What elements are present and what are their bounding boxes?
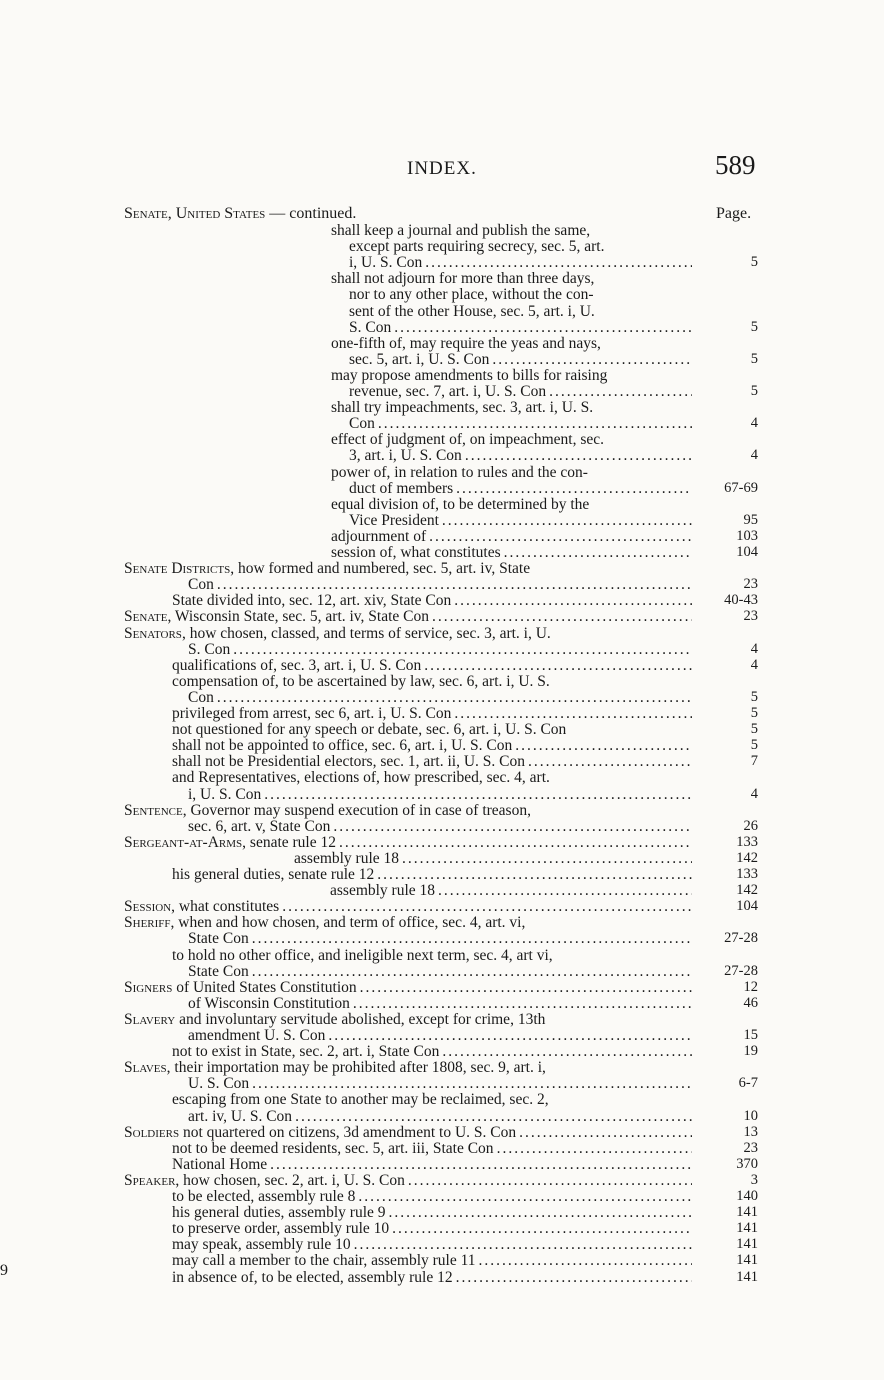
index-entry xyxy=(349,303,692,320)
index-entry xyxy=(349,383,692,400)
entry-text: National Home xyxy=(172,1155,268,1173)
entry-text: Senators, how chosen, classed, and terms of service, sec. 3, art. i, U. xyxy=(124,624,551,642)
heading-rest: — continued. xyxy=(265,205,357,222)
leader-dots xyxy=(479,1252,692,1269)
leader-dots xyxy=(252,1075,692,1092)
entry-page-ref: 104 xyxy=(736,898,758,915)
index-entry xyxy=(331,544,692,561)
index-entry xyxy=(294,850,692,867)
index-entry xyxy=(349,319,692,336)
index-entry xyxy=(349,512,692,529)
entry-heading: Signers xyxy=(124,978,173,996)
entry-page-ref: 67-69 xyxy=(724,479,758,496)
entry-text: Speaker, how chosen, sec. 2, art. i, U. S. Con xyxy=(124,1171,405,1189)
entry-text: shall not adjourn for more than three days, xyxy=(331,270,595,288)
entry-page-ref: 27-28 xyxy=(724,962,758,979)
index-entry xyxy=(172,1204,692,1221)
leader-dots xyxy=(456,1269,692,1286)
leader-dots xyxy=(425,254,692,271)
entry-heading: Session xyxy=(124,898,172,916)
entry-text: revenue, sec. 7, art. i, U. S. Con xyxy=(349,383,547,400)
index-entry xyxy=(349,286,692,303)
index-entry xyxy=(188,786,692,803)
entry-page-ref: 5 xyxy=(750,688,758,705)
index-entry xyxy=(188,689,692,706)
entry-text: assembly rule 18 xyxy=(294,849,400,867)
entry-text: Sentence, Governor may suspend execution of in case of treason, xyxy=(124,801,531,819)
entry-heading: Sergeant-at-Arms xyxy=(124,833,243,851)
index-entry xyxy=(331,528,692,545)
entry-page-ref: 3 xyxy=(750,1171,758,1188)
leader-dots xyxy=(454,592,692,609)
leader-dots xyxy=(515,737,692,754)
entry-page-ref: 6-7 xyxy=(738,1075,758,1092)
entry-text: in absence of, to be elected, assembly rule 12 xyxy=(172,1268,453,1286)
index-entry xyxy=(172,1156,692,1173)
entry-text: privileged from arrest, sec 6, art. i, U. S. Con xyxy=(172,705,452,722)
leader-dots xyxy=(360,979,692,996)
index-entry xyxy=(188,930,692,947)
index-entry xyxy=(124,914,692,931)
entry-text: power of, in relation to rules and the con- xyxy=(331,463,588,481)
entry-text: S. Con xyxy=(188,640,231,658)
entry-page-ref: 142 xyxy=(736,882,758,899)
index-entry xyxy=(331,464,692,481)
leader-dots xyxy=(377,866,692,883)
entry-text: nor to any other place, without the con- xyxy=(349,286,594,304)
leader-dots xyxy=(217,576,692,593)
index-entry xyxy=(172,1252,692,1269)
leader-dots xyxy=(333,818,692,835)
leader-dots xyxy=(497,1140,692,1157)
leader-dots xyxy=(233,641,692,658)
entry-page-ref: 104 xyxy=(736,544,758,560)
page-number: 589 xyxy=(715,150,756,180)
index-entry xyxy=(172,947,692,964)
entry-text: art. iv, U. S. Con xyxy=(188,1107,293,1125)
entry-text: State divided into, sec. 12, art. xiv, State Con xyxy=(172,592,452,610)
entry-text: his general duties, assembly rule 9 xyxy=(172,1204,386,1222)
index-entry xyxy=(331,367,692,384)
leader-dots xyxy=(519,1124,692,1141)
entry-text: Soldiers not quartered on citizens, 3d amendment to U. S. Con xyxy=(124,1123,517,1141)
leader-dots xyxy=(378,415,692,432)
entry-text: shall not be Presidential electors, sec. 1, art. ii, U. S. Con xyxy=(172,753,525,771)
page-header-title: INDEX. xyxy=(407,158,477,179)
index-entry xyxy=(124,802,692,819)
entry-text: equal division of, to be determined by the xyxy=(331,495,590,513)
entry-page-ref: 5 xyxy=(750,318,758,335)
entry-heading: Sentence xyxy=(124,801,183,819)
entry-text: Sergeant-at-Arms, senate rule 12 xyxy=(124,833,336,851)
index-entry xyxy=(349,351,692,368)
index-entry xyxy=(349,238,692,255)
entry-heading: Senate Districts xyxy=(124,560,231,578)
entry-page-ref: 27-28 xyxy=(724,930,758,947)
leader-dots xyxy=(392,1220,692,1237)
entry-heading: Slavery xyxy=(124,1010,176,1028)
entry-text: sent of the other House, sec. 5, art. i, U. xyxy=(349,302,595,320)
index-entry xyxy=(331,270,692,287)
entry-text: session of, what constitutes xyxy=(331,544,501,561)
leader-dots xyxy=(549,383,692,400)
index-entry xyxy=(124,560,692,577)
entry-page-ref: 4 xyxy=(750,656,758,673)
entry-text: may call a member to the chair, assembly rule 11 xyxy=(172,1252,476,1270)
index-entry xyxy=(172,737,692,754)
entry-text: assembly rule 18 xyxy=(330,882,436,900)
index-entry xyxy=(331,431,692,448)
leader-dots xyxy=(358,1188,692,1205)
index-entry xyxy=(124,1124,692,1141)
index-entry xyxy=(188,1075,692,1092)
entry-page-ref: 140 xyxy=(736,1188,758,1204)
entry-page-ref: 141 xyxy=(736,1220,758,1237)
entry-text: 3, art. i, U. S. Con xyxy=(349,447,462,465)
entry-heading: Senators xyxy=(124,624,182,642)
entry-text: Con xyxy=(188,688,214,706)
entry-text: one-fifth of, may require the yeas and nays, xyxy=(331,334,601,352)
entry-page-ref: 103 xyxy=(736,527,758,544)
leader-dots xyxy=(442,512,692,529)
page-column-label: Page. xyxy=(716,205,752,222)
entry-text: State Con xyxy=(188,962,249,980)
leader-dots xyxy=(456,480,692,497)
index-entry xyxy=(172,657,692,674)
index-entry xyxy=(349,480,692,497)
entry-page-ref: 5 xyxy=(750,721,758,738)
leader-dots xyxy=(282,898,692,915)
entry-text: and Representatives, elections of, how prescribed, sec. 4, art. xyxy=(172,769,550,787)
entry-text: i, U. S. Con xyxy=(349,254,423,272)
entry-page-ref: 4 xyxy=(750,640,758,657)
entry-text: not questioned for any speech or debate, sec. 6, art. i, U. S. Con xyxy=(172,721,567,739)
leader-dots xyxy=(394,319,692,336)
index-entry xyxy=(188,963,692,980)
index-entry xyxy=(188,576,692,593)
index-entry xyxy=(124,1011,692,1028)
index-entry xyxy=(172,1043,692,1060)
index-entry xyxy=(331,222,692,239)
entry-page-ref: 23 xyxy=(743,576,758,593)
entry-text: may speak, assembly rule 10 xyxy=(172,1236,351,1254)
index-entry xyxy=(349,254,692,271)
entry-text: Con xyxy=(349,415,375,433)
leader-dots xyxy=(328,1027,692,1044)
index-entry xyxy=(172,705,692,722)
index-entry xyxy=(172,753,692,770)
entry-page-ref: 95 xyxy=(743,511,758,528)
leader-dots xyxy=(442,1043,692,1060)
leader-dots xyxy=(353,995,692,1012)
leader-dots xyxy=(217,689,692,706)
entry-text: sec. 5, art. i, U. S. Con xyxy=(349,350,490,368)
entry-page-ref: 5 xyxy=(750,254,758,271)
entry-heading: Slaves xyxy=(124,1059,167,1077)
index-entry xyxy=(188,995,692,1012)
entry-text: effect of judgment of, on impeachment, sec. xyxy=(331,431,605,449)
entry-text: not to be deemed residents, sec. 5, art. iii, State Con xyxy=(172,1139,494,1157)
entry-page-ref: 5 xyxy=(750,350,758,367)
entry-page-ref: 142 xyxy=(736,849,758,866)
entry-page-ref: 5 xyxy=(750,383,758,399)
entry-page-ref: 4 xyxy=(750,447,758,464)
entry-text: State Con xyxy=(188,930,249,948)
index-entry xyxy=(172,1188,692,1205)
entry-page-ref: 4 xyxy=(750,785,758,802)
index-entry xyxy=(172,1140,692,1157)
index-entry xyxy=(188,641,692,658)
entry-page-ref: 23 xyxy=(743,1139,758,1156)
entry-page-ref: 5 xyxy=(750,737,758,754)
entry-text: S. Con xyxy=(349,318,392,336)
leader-dots xyxy=(252,963,692,980)
index-entry xyxy=(172,1220,692,1237)
leader-dots xyxy=(354,1236,692,1253)
heading-word: Senate, United States xyxy=(124,205,266,222)
index-entry xyxy=(331,399,692,416)
entry-page-ref: 12 xyxy=(743,978,758,995)
entry-text: compensation of, to be ascertained by law, sec. 6, art. i, U. S. xyxy=(172,672,550,690)
entry-text: of Wisconsin Constitution xyxy=(188,994,350,1012)
entry-text: Senate, Wisconsin State, sec. 5, art. iv, State Con xyxy=(124,608,430,626)
leader-dots xyxy=(295,1108,692,1125)
entry-page-ref: 133 xyxy=(736,866,758,882)
index-entry xyxy=(124,608,692,625)
leader-dots xyxy=(389,1204,692,1221)
leader-dots xyxy=(264,786,692,803)
index-entry xyxy=(172,1091,692,1108)
entry-page-ref: 7 xyxy=(750,753,758,770)
entry-text: Signers of United States Constitution xyxy=(124,978,357,996)
index-entry xyxy=(172,769,692,786)
index-entry xyxy=(349,447,692,464)
index-entry xyxy=(124,1059,692,1076)
entry-text: Senate Districts, how formed and numbered, sec. 5, art. iv, State xyxy=(124,560,531,578)
entry-text: to be elected, assembly rule 8 xyxy=(172,1188,356,1205)
entry-text: shall try impeachments, sec. 3, art. i, U. S. xyxy=(331,399,594,417)
index-entry xyxy=(172,592,692,609)
index-entry xyxy=(331,496,692,513)
entry-text: Sheriff, when and how chosen, and term of office, sec. 4, art. vi, xyxy=(124,914,526,932)
leader-dots xyxy=(432,608,692,625)
entry-text: Slavery and involuntary servitude abolished, except for crime, 13th xyxy=(124,1010,546,1028)
leader-dots xyxy=(492,351,692,368)
entry-text: except parts requiring secrecy, sec. 5, art. xyxy=(349,238,605,256)
index-entry xyxy=(172,673,692,690)
index-entry xyxy=(188,1027,692,1044)
entry-text: adjournment of xyxy=(331,527,427,545)
index-entry xyxy=(331,335,692,352)
leader-dots xyxy=(528,753,692,770)
entry-text: not to exist in State, sec. 2, art. i, State Con xyxy=(172,1043,440,1061)
index-entry xyxy=(188,818,692,835)
index-entry xyxy=(124,625,692,642)
entry-page-ref: 10 xyxy=(743,1107,758,1124)
entry-text: shall not be appointed to office, sec. 6, art. i, U. S. Con xyxy=(172,737,513,755)
entry-text: his general duties, senate rule 12 xyxy=(172,866,375,883)
leader-dots xyxy=(252,930,692,947)
index-entry xyxy=(349,415,692,432)
index-entry xyxy=(172,721,692,738)
entry-page-ref: 4 xyxy=(750,415,758,432)
entry-page-ref: 40-43 xyxy=(724,592,758,609)
entry-text: Vice President xyxy=(349,511,439,529)
leader-dots xyxy=(408,1172,692,1189)
entry-page-ref: 5 xyxy=(750,705,758,721)
entry-page-ref: 133 xyxy=(736,833,758,850)
index-entry xyxy=(124,1172,692,1189)
entry-heading: Speaker xyxy=(124,1171,176,1189)
entry-heading: Soldiers xyxy=(124,1123,180,1141)
index-entry xyxy=(124,834,692,851)
entry-text: amendment U. S. Con xyxy=(188,1027,326,1044)
entry-page-ref: 26 xyxy=(743,817,758,834)
entry-page-ref: 141 xyxy=(736,1236,758,1253)
entry-text: i, U. S. Con xyxy=(188,785,262,803)
index-entry xyxy=(124,898,692,915)
entry-page-ref: 23 xyxy=(743,608,758,625)
entry-text: Session, what constitutes xyxy=(124,898,280,916)
leader-dots xyxy=(429,528,692,545)
entry-text: shall keep a journal and publish the same, xyxy=(331,222,591,239)
entry-page-ref: 46 xyxy=(743,994,758,1011)
margin-mark: 9 xyxy=(0,1262,8,1279)
entry-text: to hold no other office, and ineligible next term, sec. 4, art vi, xyxy=(172,946,553,964)
entry-page-ref: 141 xyxy=(736,1252,758,1269)
entry-text: escaping from one State to another may be reclaimed, sec. 2, xyxy=(172,1091,549,1109)
index-entry xyxy=(124,979,692,996)
entry-heading: Sheriff xyxy=(124,914,171,932)
leader-dots xyxy=(339,834,692,851)
leader-dots xyxy=(504,544,692,561)
leader-dots xyxy=(465,447,692,464)
leader-dots xyxy=(438,882,692,899)
entry-text: Con xyxy=(188,576,214,594)
entry-page-ref: 15 xyxy=(743,1027,758,1043)
entry-text: Slaves, their importation may be prohibited after 1808, sec. 9, art. i, xyxy=(124,1059,546,1077)
entry-page-ref: 141 xyxy=(736,1204,758,1221)
entry-text: sec. 6, art. v, State Con xyxy=(188,817,331,835)
leader-dots xyxy=(270,1156,692,1173)
index-entry xyxy=(172,1269,692,1286)
entry-text: U. S. Con xyxy=(188,1075,250,1093)
entry-page-ref: 19 xyxy=(743,1043,758,1060)
leader-dots xyxy=(402,850,692,867)
index-entry xyxy=(172,1236,692,1253)
index-entry xyxy=(172,866,692,883)
entry-text: to preserve order, assembly rule 10 xyxy=(172,1220,390,1238)
leader-dots xyxy=(454,705,692,722)
entry-page-ref: 13 xyxy=(743,1123,758,1140)
leader-dots xyxy=(424,657,692,674)
index-entry xyxy=(330,882,692,899)
entry-text: qualifications of, sec. 3, art. i, U. S. Con xyxy=(172,656,422,674)
entry-heading: Senate xyxy=(124,608,168,626)
entry-page-ref: 370 xyxy=(736,1155,758,1172)
entry-page-ref: 141 xyxy=(736,1268,758,1285)
index-entry xyxy=(188,1108,692,1125)
entry-text: may propose amendments to bills for raising xyxy=(331,366,608,384)
entry-text: duct of members xyxy=(349,479,454,497)
